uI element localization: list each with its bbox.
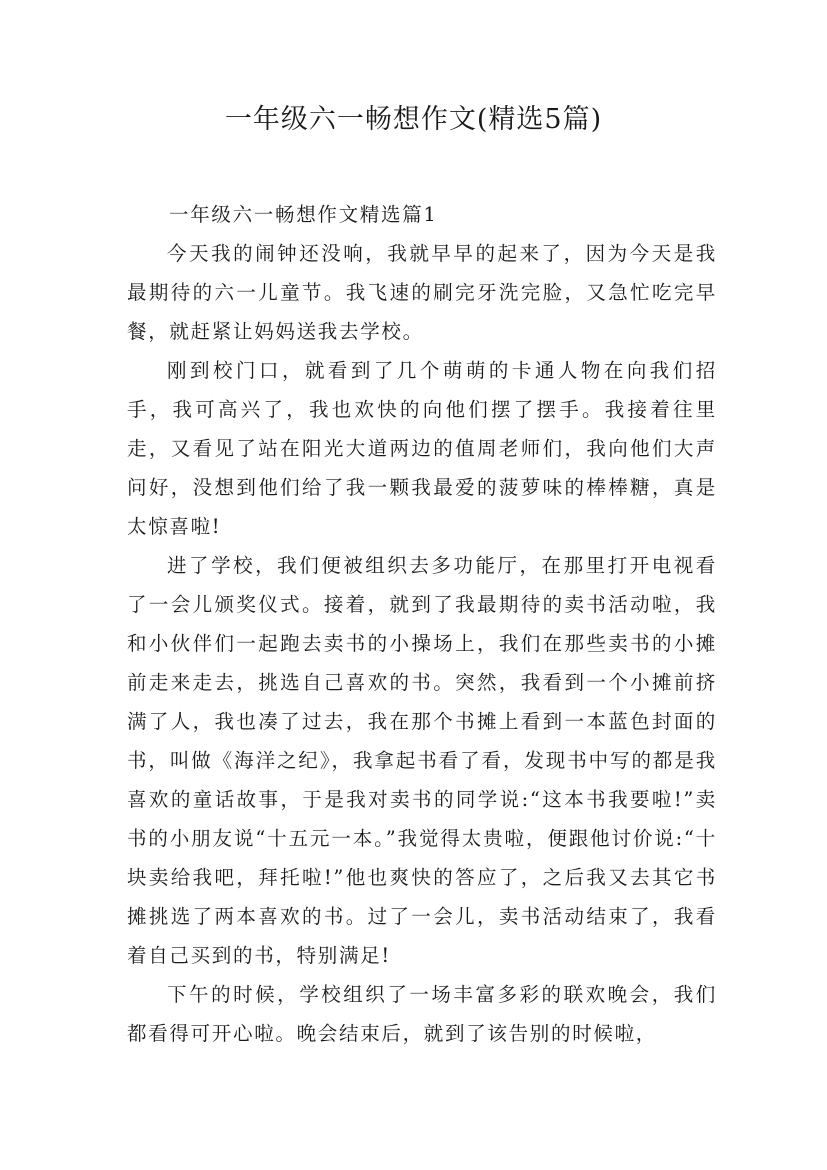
paragraph-2: 刚到校门口，就看到了几个萌萌的卡通人物在向我们招手，我可高兴了，我也欢快的向他们摆了摆手。我接着往里走，又看见了站在阳光大道两边的值周老师们，我向他们大声问好，没想到他们给了我一颗我最爱的菠萝味的棒棒糖，真是太惊喜啦! — [127, 359, 717, 538]
paragraph-3: 进了学校，我们便被组织去多功能厅，在那里打开电视看了一会儿颁奖仪式。接着，就到了我最期待的卖书活动啦，我和小伙伴们一起跑去卖书的小操场上，我们在那些卖书的小摊前走来走去，挑选自己喜欢的书。突然，我看到一个小摊前挤满了人，我也凑了过去，我在那个书摊上看到一本蓝色封面的书，叫做《海洋之纪》，我拿起书看了看，发现书中写的都是我喜欢的童话故事，于是我对卖书的同学说:“这本书我要啦!”卖书的小朋友说“十五元一本。”我觉得太贵啦，便跟他讨价说:“十块卖给我吧，拜托啦!”他也爽快的答应了，之后我又去其它书摊挑选了两本喜欢的书。过了一会儿，卖书活动结束了，我看着自己买到的书，特别满足! — [127, 554, 717, 967]
document-title: 一年级六一畅想作文(精选5篇) — [224, 104, 603, 135]
paragraph-1: 今天我的闹钟还没响，我就早早的起来了，因为今天是我最期待的六一儿童节。我飞速的刷完牙洗完脸，又急忙吃完早餐，就赶紧让妈妈送我去学校。 — [127, 242, 717, 343]
document-body — [127, 195, 717, 1053]
section-heading: 一年级六一畅想作文精选篇1 — [169, 203, 438, 226]
paragraph-4: 下午的时候，学校组织了一场丰富多彩的联欢晚会，我们都看得可开心啦。晚会结束后，就到了该告别的时候啦， — [127, 983, 717, 1045]
